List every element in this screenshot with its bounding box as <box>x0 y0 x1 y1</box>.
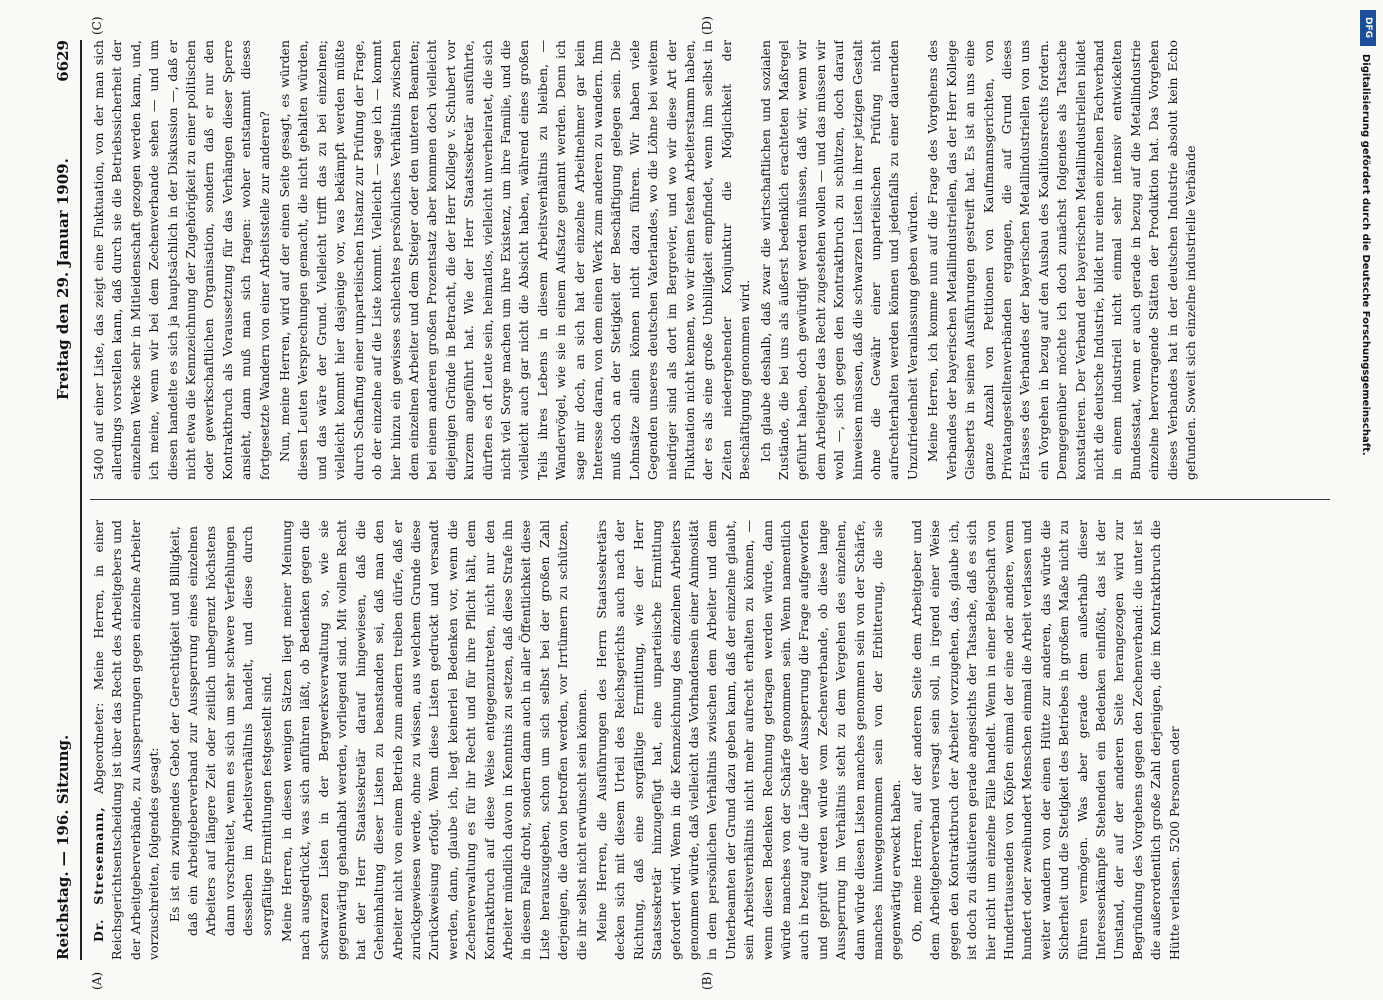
dfg-logo: DFG <box>1360 10 1376 46</box>
column-left <box>90 520 1330 960</box>
page-number: 6629 <box>54 40 72 82</box>
quotation: Es ist ein zwingendes Gebot der Gerechtigkeit und Billigkeit, daß ein Arbeitgeberverband zur Aussperrung eines einzelnen Arbeiters auf längere Zeit oder zeitlich unbegrenzt höchstens dann vorschreitet, wenn es sich um sehr schwere Verfehlungen desselben im Arbeitsverhältnis handelt, und diese durch sorgfältige Ermittlungen festgestellt sind. <box>166 526 274 936</box>
header-date: Freitag den 29. Januar 1909. <box>54 158 72 400</box>
paragraph: Ob, meine Herren, auf der anderen Seite dem Arbeitgeber und dem Arbeitgeberverband versagt sein soll, in irgend einer Weise gegen den Kontraktbruch der Arbeiter vorzugehen, das, glaube ich, ist doch zu diskutieren gerade angesichts der Tatsache, daß es sich hier nicht um einzelne Fälle handelt. Wenn in einer Belegschaft von Hunderttausenden von Köpfen einmal der eine oder andere, wenn hundert oder zweihundert Menschen einmal die Arbeit verlassen und weiter wandern von der einen Hütte zur anderen, das würde die Sicherheit und die Stetigkeit des Betriebes in großem Maße nicht zu führen vermögen. Was aber gerade dem außerhalb dieser Interessenkämpfe Stehenden ein Bedenken einflößt, das ist der Umstand, der auf der anderen Seite herangezogen wird zur Begründung des Vorgehens gegen den Zechenverband: die unter ist die außerordentlich große Zahl derjenigen, die im Kontraktbruch die Hütte verlassen. 5200 Personen oder <box>908 520 1182 960</box>
header-rule <box>80 40 82 960</box>
paragraph: Nun, meine Herren, wird auf der einen Seite gesagt, es würden diesen Leuten Versprechungen gemacht, die nicht gehalten würden, und das wäre der Grund. Vielleicht trifft das zu bei einzelnen; vielleicht kommt hier dasjenige vor, was bekämpft werden müßte durch Schaffung einer unparteiischen Instanz zur Prüfung der Frage, ob der einzelne auf die Liste kommt. Vielleicht — sage ich — kommt hier hinzu ein gewisses schlechtes persönliches Verhältnis zwischen dem einzelnen Arbeiter und dem Steiger oder den unteren Beamten; bei einem anderen großen Prozentsatz aber kommen doch vielleicht diejenigen Gründe in Betracht, die der Herr Kollege v. Schubert vor kurzem angeführt hat. Wie der Herr Staatssekretär ausführte, dürften es oft Leute sein, heimatlos, vielleicht unverheiratet, die sich nicht viel Sorge machen um ihre Existenz, um ihre Familie, und die vielleicht auch gar nicht die Absicht haben, während eines großen Teils ihres Lebens in diesem Arbeitsverhältnis zu bleiben, — Wandervögel, wie sie in einem Aufsatze genannt werden. Denn ich sage mir doch, an sich hat der einzelne Arbeitnehmer gar kein Interesse daran, von dem einen Werk zum anderen zu wandern. Ihm muß doch an der Stetigkeit der Beschäftigung gelegen sein. Die Lohnsätze allein können nicht dazu führen. Wir haben viele Gegenden unseres deutschen Vaterlandes, wo die Löhne bei weitem niedriger sind als dort im Bergrevier, und wo wir diese Art der Fluktuation nicht kennen, wo wir einen festen Arbeiterstamm haben, der es als eine große Unbilligkeit empfindet, wenn ihm selbst in Zeiten niedergehender Konjunktur die Möglichkeit der Beschäftigung genommen wird. <box>277 40 753 480</box>
paragraph: 5400 auf einer Liste, das zeigt eine Fluktuation, von der man sich allerdings vorstellen kann, daß durch sie die Betriebssicherheit der einzelnen Werke sehr in Mitleidenschaft gezogen werden kann, und, ich meine, wenn wir bei dem Zechenverbande sehen — und um diesen handelte es sich ja hauptsächlich in der Diskussion —, daß er nicht etwa die Kennzeichnung der Zugehörigkeit zu einer politischen oder gewerkschaftlichen Organisation, sondern daß er nur den Kontraktbruch als Voraussetzung für das Verhängen dieser Sperre ansieht, dann muß man sich fragen: woher entstammt dieses fortgesetzte Wandern von einer Arbeitsstelle zur anderen? <box>91 40 272 480</box>
paragraph <box>90 520 164 960</box>
speaker-name: Dr. Stresemann, <box>91 806 106 942</box>
margin-mark-b: (B) <box>700 971 714 990</box>
margin-mark-c: (C) <box>90 16 104 35</box>
speech-text: Abgeordneter: Meine Herren, in einer Reichsgerichtsentscheidung ist über das Recht des Arbeitgebers und der Arbeitgeberverbände, zu Aussperrungen gegen einzelne Arbeiter vorzuschreiten, folgendes gesagt: <box>91 520 162 960</box>
margin-mark-a: (A) <box>90 971 104 990</box>
digitization-sidebar <box>1358 10 1378 990</box>
running-header <box>50 40 80 960</box>
paragraph: Meine Herren, in diesen wenigen Sätzen liegt meiner Meinung nach ausgedrückt, was sich anführen läßt, ob Bedenken gegen die schwarzen Listen in der Bergwerksverwaltung so, wie sie gegenwärtig gehandhabt werden, vorliegend sind. Mit vollem Recht hat der Herr Staatssekretär darauf hingewiesen, daß die Geheimhaltung dieser Listen zu beanstanden sei, daß man den Arbeiter nicht von einem Betrieb zum andern treiben dürfe, daß er zurückgewiesen werde, ohne zu wissen, aus welchem Grunde diese Zurückweisung erfolgt. Wenn diese Listen gedruckt und versandt werden, dann, glaube ich, liegt keinerlei Bedenken vor, wenn die Zechenverwaltung es für ihr Recht und für ihre Pflicht hält, dem Kontraktbruch auf diese Weise entgegenzutreten, nicht nur den Arbeiter mündlich davon in Kenntnis zu setzen, daß diese Strafe ihn in diesem Falle droht, sondern dann auch in aller Öffentlichkeit diese Liste herauszugeben, schon um sich selbst bei der großen Zahl derjenigen, die davon betroffen werden, vor Irrtümern zu schützen, die ihr selbst nicht erwünscht sein können. <box>279 520 589 960</box>
column-divider <box>90 499 1330 500</box>
paragraph: Meine Herren, ich komme nun auf die Frage des Vorgehens des Verbandes der bayerischen Metallindustriellen, das der Herr Kollege Giesberts in seinen Ausführungen gestreift hat. Es ist an uns eine ganze Anzahl von Petitionen von Kaufmannsgerichten, von Privatangestelltenverbänden ergangen, die auf Grund dieses Erlasses des Verbandes der bayerischen Metallindustriellen von uns ein Vorgehen in bezug auf den Ausbau des Koalitionsrechts fordern. Demgegenüber möchte ich doch zunächst folgendes als Tatsache konstatieren. Der Verband der bayerischen Metallindustriellen bildet nicht die deutsche Industrie, bildet nur einen einzelnen Fachverband in einem industriell nicht einmal sehr intensiv entwickelten Bundesstaat, wenn er auch gerade in bezug auf die Metallindustrie einzelne hervorragende Stätten der Produktion hat. Das Vorgehen dieses Verbandes hat in der deutschen Industrie absolut kein Echo gefunden. Soweit sich einzelne industrielle Verbände <box>925 40 1198 480</box>
rotated-document-page <box>50 16 1340 990</box>
digitization-note: Digitalisierung gefördert durch die Deutsche Forschungsgemeinschaft. <box>1360 54 1371 456</box>
column-right <box>90 40 1330 480</box>
header-left: Reichstag. — 196. Sitzung. <box>54 734 72 960</box>
margin-mark-d: (D) <box>700 16 714 35</box>
paragraph: Meine Herren, die Ausführungen des Herrn Staatssekretärs decken sich mit diesem Urteil des Reichsgerichts auch nach der Richtung, daß eine sorgfältige Ermittlung, wie der Herr Staatssekretär hinzugefügt hat, eine unparteiische Ermittlung gefordert wird. Wenn in die Kennzeichnung des einzelnen Arbeiters genommen würde, daß vielleicht das Vorhandensein einer Animosität in dem persönlichen Verhältnis zwischen dem Arbeiter und dem Unterbeamten der Grund dazu geben kann, daß der einzelne glaubt, sein Arbeitsverhältnis nicht mehr aufrecht erhalten zu können, — wenn diesen Bedenken Rechnung getragen werden würde, dann würde manches von der Schärfe genommen sein. Wenn namentlich auch in bezug auf die Länge der Aussperrung die Frage aufgeworfen und geprüft werden würde vom Zechenverbande, ob diese lange Aussperrung im Verhältnis steht zu dem Vergehen des einzelnen, dann würde diesen Listen manches genommen sein von der Schärfe, manches hinweggenommen sein von der Erbitterung, die sie gegenwärtig erweckt haben. <box>593 520 904 960</box>
paragraph: Ich glaube deshalb, daß zwar die wirtschaftlichen und sozialen Zustände, die bei uns als äußerst bedenklich erachteten Maßregel geführt haben, doch gewürdigt werden müssen, daß wir, wenn wir dem Arbeitgeber das Recht zugestehen wollen — und das müssen wir wohl —, sich gegen den Kontraktbruch zu schützen, doch darauf hinweisen müssen, daß die schwarzen Listen in ihrer jetzigen Gestalt ohne die Gewähr einer unparteiischen Prüfung nicht aufrechterhalten werden können und jedenfalls zu einer dauernden Unzufriedenheit Veranlassung geben würden. <box>757 40 920 480</box>
